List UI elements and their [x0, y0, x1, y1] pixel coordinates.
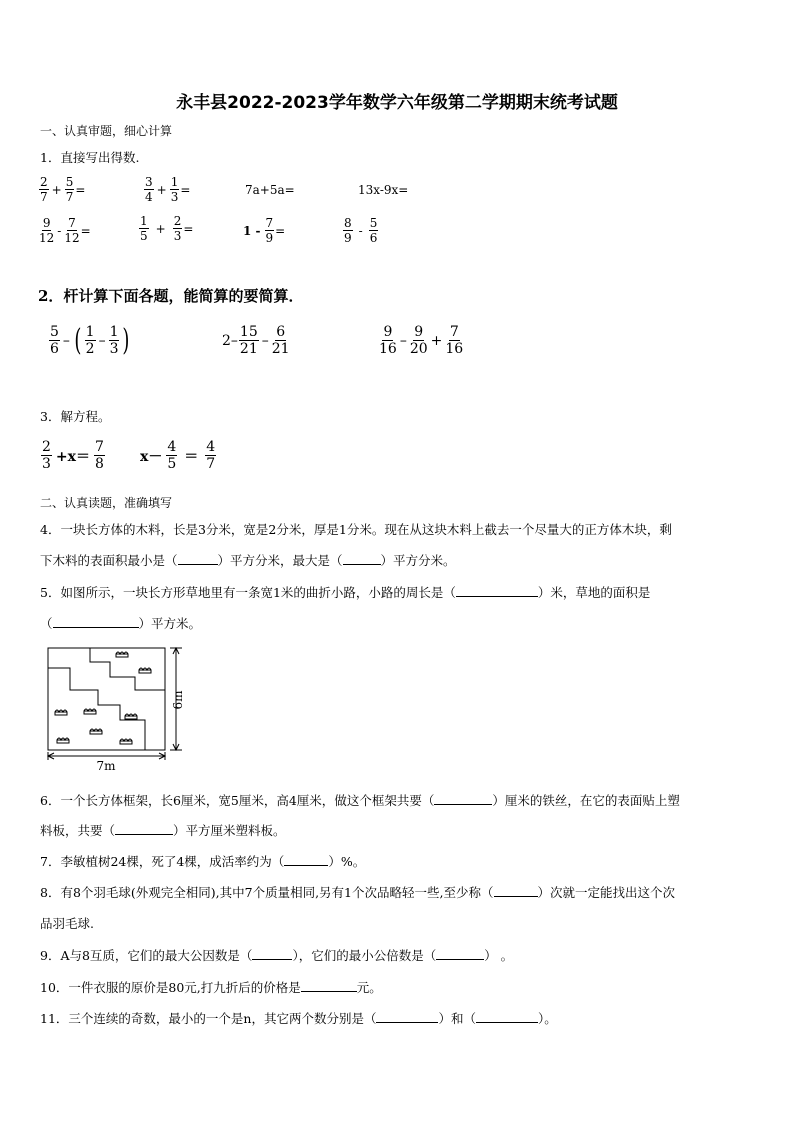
q6-line-2: 料板，共要（ ）平方厘米塑料板。: [40, 823, 286, 838]
lawn-rectangle: [48, 648, 165, 750]
grass-icon: [55, 652, 151, 744]
q3-equation-2: x－ $\frac{4}{5}$ ＝ $\frac{4}{7}$: [140, 439, 216, 472]
q11: 11．三个连续的奇数，最小的一个是n，其它两个数分别是（ ）和（ ）。: [40, 1011, 557, 1026]
width-label: 7m: [96, 759, 116, 773]
q5-blank-1[interactable]: [456, 584, 538, 597]
q6-blank-2[interactable]: [115, 822, 173, 835]
q11-blank-2[interactable]: [476, 1010, 538, 1023]
q7-blank[interactable]: [284, 853, 328, 866]
q4-line-1: 4．一块长方体的木料，长是3分米，宽是2分米，厚是1分米。现在从这块木料上截去一个尽量大的正方体木块，剩: [40, 522, 672, 537]
q5-line-1: 5．如图所示，一块长方形草地里有一条宽1米的曲折小路，小路的周长是（ ）米，草地的面积是: [40, 585, 651, 600]
q1-expr-8: $\frac{8}{9}$ - $\frac{5}{6}$: [344, 216, 378, 245]
section-2-heading: 二、认真读题，准确填写: [40, 496, 173, 510]
q1-expr-4: 13x-9x=: [358, 183, 409, 197]
q1-expr-2: $\frac{3}{4}$ + $\frac{1}{3}$ =: [145, 175, 191, 204]
q6-blank-1[interactable]: [434, 792, 492, 805]
q5-line-2: （ ）平方米。: [40, 616, 202, 631]
q1-expr-1: $\frac{2}{7}$ + $\frac{5}{7}$ =: [40, 175, 86, 204]
q3-label: 3．解方程。: [40, 409, 111, 424]
height-label: 6m: [171, 690, 185, 710]
q1-expr-5: $\frac{9}{12}$ - $\frac{7}{12}$ =: [39, 216, 91, 245]
q4-blank-1[interactable]: [178, 552, 218, 565]
q10: 10．一件衣服的原价是80元,打九折后的价格是 元。: [40, 980, 382, 995]
lawn-path-figure: [40, 640, 190, 775]
q9-blank-1[interactable]: [252, 947, 292, 960]
q1-expr-7: 1 - $\frac{7}{9}$ =: [243, 216, 286, 245]
q8-blank[interactable]: [494, 884, 538, 897]
q10-blank[interactable]: [301, 979, 357, 992]
q3-equation-1: $\frac{2}{3}$ +x＝ $\frac{7}{8}$: [42, 439, 104, 472]
q1-expr-6: $\frac{1}{5}$ + $\frac{2}{3}$ =: [140, 214, 194, 243]
q9-blank-2[interactable]: [436, 947, 484, 960]
q6-line-1: 6．一个长方体框架，长6厘米，宽5厘米，高4厘米，做这个框架共要（ ）厘米的铁丝，在它的表面贴上塑: [40, 793, 680, 808]
q9: 9．A与8互质，它们的最大公因数是（ ），它们的最小公倍数是（ ） 。: [40, 948, 514, 963]
q2-expr-2: 2– $\frac{15}{21}$ – $\frac{6}{21}$: [222, 324, 290, 357]
section-1-heading: 一、认真审题，细心计算: [40, 124, 173, 138]
q8-line-2: 品羽毛球.: [40, 916, 94, 931]
q8-line-1: 8．有8个羽毛球(外观完全相同),其中7个质量相同,另有1个次品略轻一些,至少称（ ）次就一定能找出这个次: [40, 885, 676, 900]
q1-label: 1．直接写出得数.: [40, 150, 140, 165]
q1-expr-3: 7a+5a=: [245, 183, 295, 197]
page-title: 永丰县2022-2023学年数学六年级第二学期期末统考试题: [176, 93, 618, 113]
q7: 7．李敏植树24棵，死了4棵，成活率约为（ ）%。: [40, 854, 366, 869]
q4-blank-2[interactable]: [343, 552, 381, 565]
q11-blank-1[interactable]: [376, 1010, 438, 1023]
q2-label: 2．杆计算下面各题，能简算的要简算．: [38, 287, 304, 305]
q5-blank-2[interactable]: [53, 615, 139, 628]
q4-line-2: 下木料的表面积最小是（ ）平方分米，最大是（ ）平方分米。: [40, 553, 456, 568]
q2-expr-3: $\frac{9}{16}$ – $\frac{9}{20}$ + $\frac{7}{16}$: [379, 324, 464, 357]
q2-expr-1: $\frac{5}{6}$ – ( $\frac{1}{2}$ – $\frac{1}{3}$ ): [50, 322, 130, 358]
